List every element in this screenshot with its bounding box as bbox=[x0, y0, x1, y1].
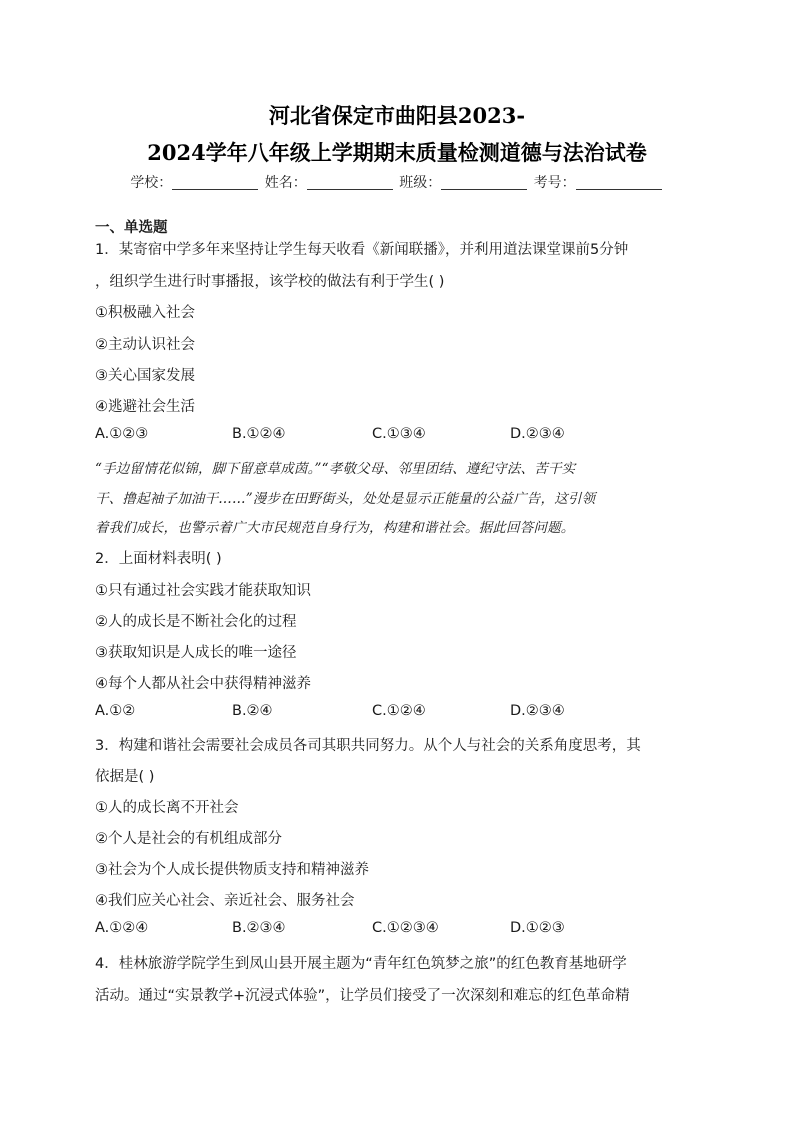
q2-stem: 2．上面材料表明( ) bbox=[95, 551, 222, 567]
q3-item: ①人的成长离不开社会 bbox=[95, 800, 239, 816]
q1-option-a: A.①②③ bbox=[95, 426, 149, 442]
q3-option-d: D.①②③ bbox=[510, 920, 565, 936]
name-blank[interactable] bbox=[307, 175, 393, 190]
material-line2: 干、撸起袖子加油干……”漫步在田野街头，处处是显示正能量的公益广告，这引领 bbox=[95, 491, 596, 507]
q4-stem-line1: 4．桂林旅游学院学生到凤山县开展主题为“青年红色筑梦之旅”的红色教育基地研学 bbox=[95, 956, 627, 972]
q1-item: ③关心国家发展 bbox=[95, 368, 195, 384]
q2-option-c: C.①②④ bbox=[372, 703, 426, 719]
student-info-row bbox=[0, 172, 794, 192]
material-line3: 着我们成长，也警示着广大市民规范自身行为，构建和谐社会。据此回答问题。 bbox=[95, 520, 575, 536]
school-label: 学校： bbox=[130, 175, 173, 191]
q2-item: ③获取知识是人成长的唯一途径 bbox=[95, 645, 297, 661]
q2-option-b: B.②④ bbox=[232, 703, 273, 719]
q3-option-a: A.①②④ bbox=[95, 920, 149, 936]
exam-title-line2: 2024学年八年级上学期期末质量检测道德与法治试卷 bbox=[147, 140, 647, 165]
q1-stem-line1: 1．某寄宿中学多年来坚持让学生每天收看《新闻联播》，并利用道法课堂课前5分钟 bbox=[95, 242, 629, 258]
q2-item: ①只有通过社会实践才能获取知识 bbox=[95, 583, 311, 599]
q2-item: ④每个人都从社会中获得精神滋养 bbox=[95, 676, 311, 692]
school-blank[interactable] bbox=[172, 175, 258, 190]
q1-item: ②主动认识社会 bbox=[95, 337, 195, 353]
exam-no-blank[interactable] bbox=[576, 175, 662, 190]
q3-item: ②个人是社会的有机组成部分 bbox=[95, 831, 282, 847]
q3-stem-line1: 3．构建和谐社会需要社会成员各司其职共同努力。从个人与社会的关系角度思考，其 bbox=[95, 738, 641, 754]
q1-option-c: C.①③④ bbox=[372, 426, 426, 442]
class-label: 班级： bbox=[399, 175, 442, 191]
q1-stem-line2: ，组织学生进行时事播报，该学校的做法有利于学生( ) bbox=[95, 274, 445, 290]
q1-item: ④逃避社会生活 bbox=[95, 399, 195, 415]
name-label: 姓名： bbox=[264, 175, 307, 191]
exam-no-label: 考号： bbox=[533, 175, 576, 191]
q3-option-c: C.①②③④ bbox=[372, 920, 439, 936]
q1-option-d: D.②③④ bbox=[510, 426, 565, 442]
q2-item: ②人的成长是不断社会化的过程 bbox=[95, 614, 297, 630]
exam-title-line1: 河北省保定市曲阳县2023- bbox=[268, 103, 526, 128]
q3-option-b: B.②③④ bbox=[232, 920, 286, 936]
section-title: 一、单选题 bbox=[95, 220, 168, 236]
q1-item: ①积极融入社会 bbox=[95, 305, 195, 321]
q1-option-b: B.①②④ bbox=[232, 426, 286, 442]
q2-option-a: A.①② bbox=[95, 703, 136, 719]
q3-item: ④我们应关心社会、亲近社会、服务社会 bbox=[95, 893, 355, 909]
q2-option-d: D.②③④ bbox=[510, 703, 565, 719]
q3-stem-line2: 依据是( ) bbox=[95, 769, 155, 785]
class-blank[interactable] bbox=[441, 175, 527, 190]
q3-item: ③社会为个人成长提供物质支持和精神滋养 bbox=[95, 862, 369, 878]
q4-stem-line2: 活动。通过“实景教学+沉浸式体验”，让学员们接受了一次深刻和难忘的红色革命精 bbox=[95, 988, 630, 1004]
material-line1: “手边留情花似锦，脚下留意草成茵。”“孝敬父母、邻里团结、遵纪守法、苦干实 bbox=[95, 461, 576, 477]
